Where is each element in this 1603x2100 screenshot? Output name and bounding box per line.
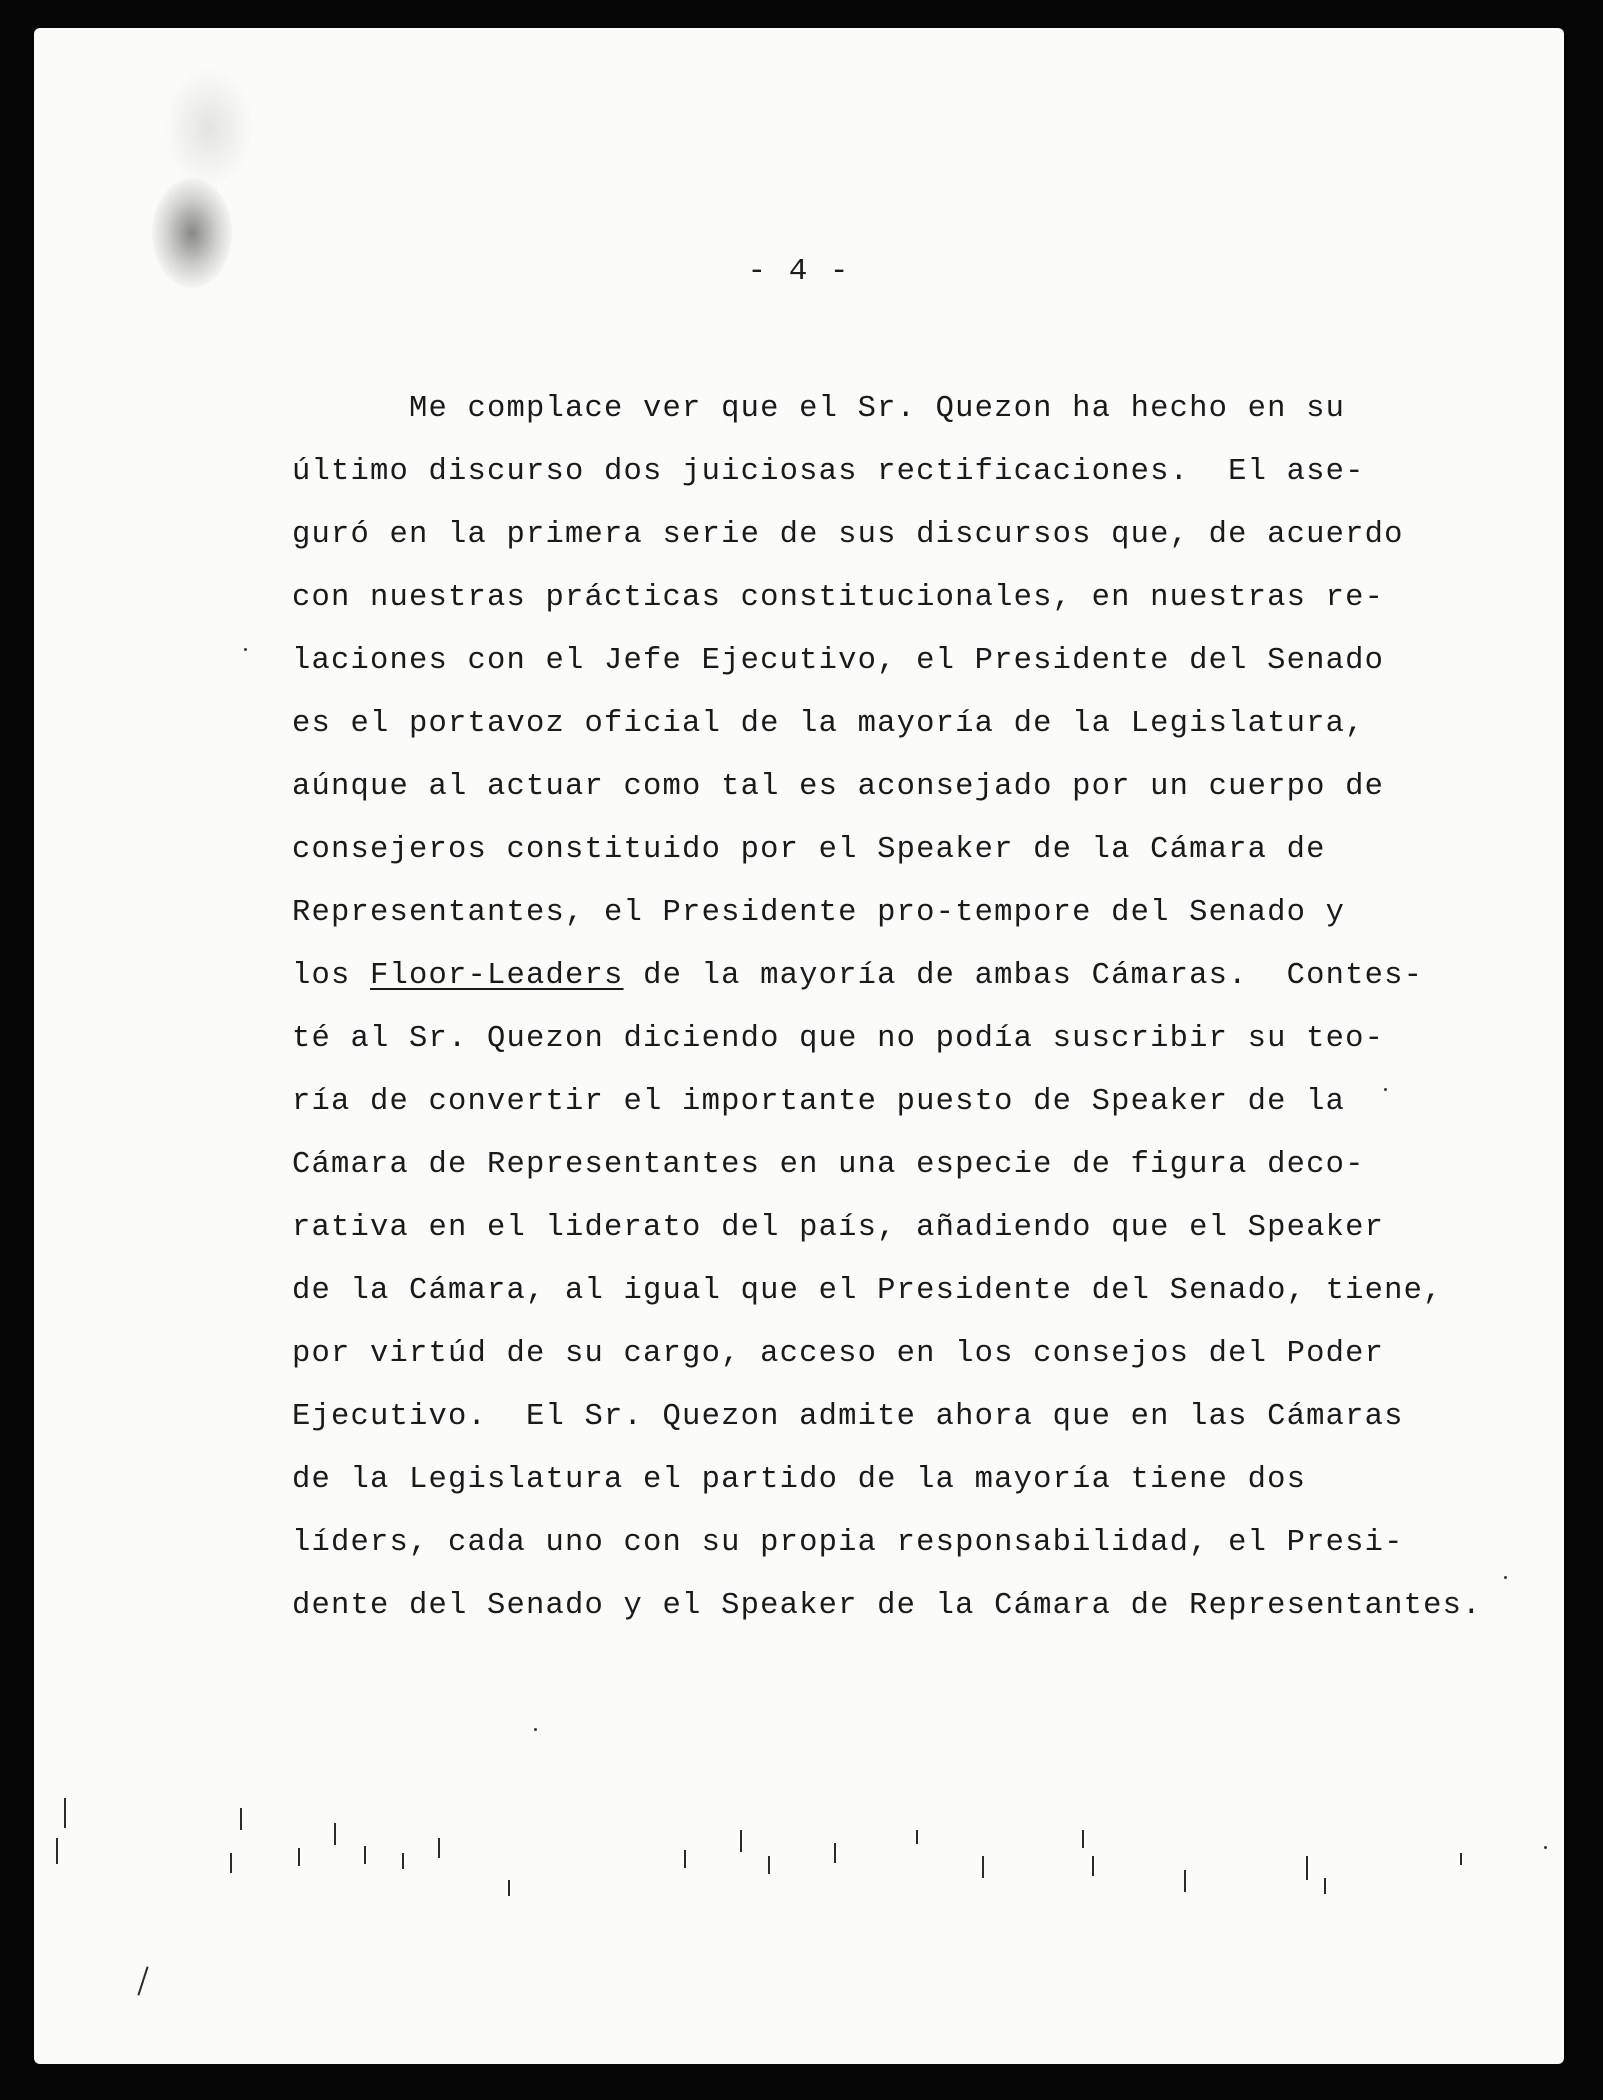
text-line: rativa en el liderato del país, añadiendo que el Speaker	[292, 1211, 1385, 1245]
text-line: es el portavoz oficial de la mayoría de la Legislatura,	[292, 707, 1365, 741]
scan-speck	[916, 1830, 918, 1844]
text-line: laciones con el Jefe Ejecutivo, el Presidente del Senado	[292, 644, 1385, 678]
scan-speck	[64, 1798, 66, 1828]
text-line: con nuestras prácticas constitucionales, en nuestras re-	[292, 581, 1385, 615]
scan-speck	[298, 1848, 300, 1866]
scan-speck	[508, 1880, 510, 1896]
scan-speck	[240, 1808, 242, 1830]
scan-dot	[1384, 1088, 1387, 1091]
text-line: guró en la primera serie de sus discursos que, de acuerdo	[292, 518, 1404, 552]
scan-speck	[438, 1838, 440, 1858]
scan-speck	[982, 1856, 984, 1878]
scan-speck	[768, 1856, 770, 1874]
scan-dot	[244, 648, 247, 651]
text-line: líders, cada uno con su propia responsabilidad, el Presi-	[292, 1526, 1404, 1560]
scan-speck	[56, 1838, 58, 1864]
text-line: de la Cámara, al igual que el Presidente del Senado, tiene,	[292, 1274, 1443, 1308]
ink-smudge-faint	[164, 68, 254, 188]
text-line-floor-leaders	[292, 945, 1507, 1008]
scan-speck	[1324, 1878, 1326, 1894]
text-line: ría de convertir el importante puesto de Speaker de la	[292, 1085, 1346, 1119]
scan-speck	[740, 1830, 742, 1852]
text-line: por virtúd de su cargo, acceso en los consejos del Poder	[292, 1337, 1385, 1371]
text-fragment: los	[292, 959, 371, 993]
text-line: Ejecutivo. El Sr. Quezon admite ahora que en las Cámaras	[292, 1400, 1404, 1434]
body-paragraph	[292, 378, 1507, 1638]
text-line: aúnque al actuar como tal es aconsejado por un cuerpo de	[292, 770, 1385, 804]
scan-speck	[1082, 1830, 1084, 1848]
text-line: último discurso dos juiciosas rectificaciones. El ase-	[292, 455, 1365, 489]
scan-speck	[137, 1966, 148, 1995]
text-line: dente del Senado y el Speaker de la Cámara de Representantes.	[292, 1589, 1482, 1623]
scan-speck	[834, 1843, 836, 1863]
text-line: consejeros constituido por el Speaker de la Cámara de	[292, 833, 1326, 867]
text-fragment: de la mayoría de ambas Cámaras. Contes-	[623, 959, 1424, 993]
scan-speck	[1092, 1856, 1094, 1876]
scan-dot	[534, 1728, 537, 1731]
text-line: Me complace ver que el Sr. Quezon ha hecho en su	[292, 392, 1346, 426]
scan-dot	[1504, 1576, 1507, 1579]
scan-speck	[334, 1823, 336, 1845]
scan-speck	[684, 1850, 686, 1868]
scan-speck	[230, 1853, 232, 1873]
scan-speck	[402, 1853, 404, 1869]
scan-dot	[1544, 1846, 1547, 1849]
document-page	[34, 28, 1564, 2064]
text-line: Representantes, el Presidente pro-tempore del Senado y	[292, 896, 1346, 930]
scan-speck	[364, 1846, 366, 1864]
text-line: Cámara de Representantes en una especie de figura deco-	[292, 1148, 1365, 1182]
scan-speck	[1460, 1853, 1462, 1865]
text-line: té al Sr. Quezon diciendo que no podía suscribir su teo-	[292, 1022, 1385, 1056]
page-number: - 4 -	[747, 254, 851, 289]
text-line: de la Legislatura el partido de la mayoría tiene dos	[292, 1463, 1307, 1497]
scan-speck	[1306, 1856, 1308, 1880]
underlined-term: Floor-Leaders	[370, 959, 624, 993]
scan-speck	[1184, 1870, 1186, 1892]
